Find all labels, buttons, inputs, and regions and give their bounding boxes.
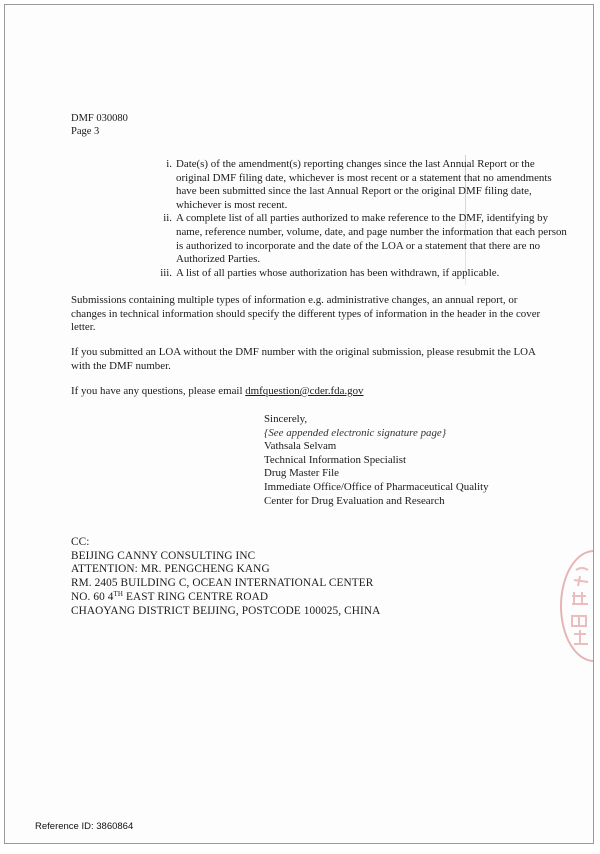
cc-block [71,536,491,618]
page-number: Page 3 [71,126,100,137]
list-item [150,212,570,266]
signer-department: Drug Master File [264,467,340,480]
document-page [4,4,594,844]
signer-office: Immediate Office/Office of Pharmaceutical Quality [264,480,489,493]
cc-address-line-1: RM. 2405 BUILDING C, OCEAN INTERNATIONAL CENTER [71,577,374,590]
company-seal-stamp [560,550,594,662]
stamp-mark-icon [562,552,594,660]
signer-center: Center for Drug Evaluation and Research [264,494,445,507]
signer-title: Technical Information Specialist [264,453,406,466]
list-item [150,267,570,281]
closing: Sincerely, [264,413,308,425]
cc-label: CC: [71,536,90,548]
signer-name: Vathsala Selvam [264,440,337,453]
email-link[interactable]: dmfquestion@cder.fda.gov [245,385,364,397]
cc-address-line-3: CHAOYANG DISTRICT BEIJING, POSTCODE 100025, CHINA [71,604,381,617]
signature-block [264,413,584,508]
cc-attention: ATTENTION: MR. PENGCHENG KANG [71,563,270,576]
reference-id: Reference ID: 3860864 [35,821,134,832]
list-item-number: i. [166,158,172,170]
list-item [150,158,570,212]
paragraph-loa: If you submitted an LOA without the DMF number with the original submission, please resubmit the LOA with the DMF number. [71,346,536,372]
list-item-text: A list of all parties whose authorization has been withdrawn, if applicable. [176,266,500,279]
list-item-text: Date(s) of the amendment(s) reporting changes since the last Annual Report or the original DMF filing date, whichever is most recent or a statement that no amendments have been submitted since the last Annual Report or the original DMF filing date, whichever is most recent. [176,158,552,211]
list-item-number: iii. [160,266,172,279]
cc-company: BEIJING CANNY CONSULTING INC [71,549,256,562]
list-item-text: A complete list of all parties authorized to make reference to the DMF, identifying by name, reference number, volume, date, and page number the information that each person is authorized to incorporate and the date of the LOA or a statement that there are no Authorized Parties. [176,212,567,266]
page-header [71,112,128,138]
questions-text: If you have any questions, please email [71,385,246,397]
requirements-list [150,158,570,280]
signature-note: {See appended electronic signature page} [264,426,447,439]
paragraph-multiple-types: Submissions containing multiple types of information e.g. administrative changes, an annual report, or changes in technical information should specify the different types of information in the header in the cover letter. [71,294,541,334]
paragraph-questions [71,385,551,399]
dmf-number: DMF 030080 [71,113,128,124]
cc-address-line-2: NO. 60 4TH EAST RING CENTRE ROAD [71,589,269,603]
list-item-number: ii. [163,212,172,225]
